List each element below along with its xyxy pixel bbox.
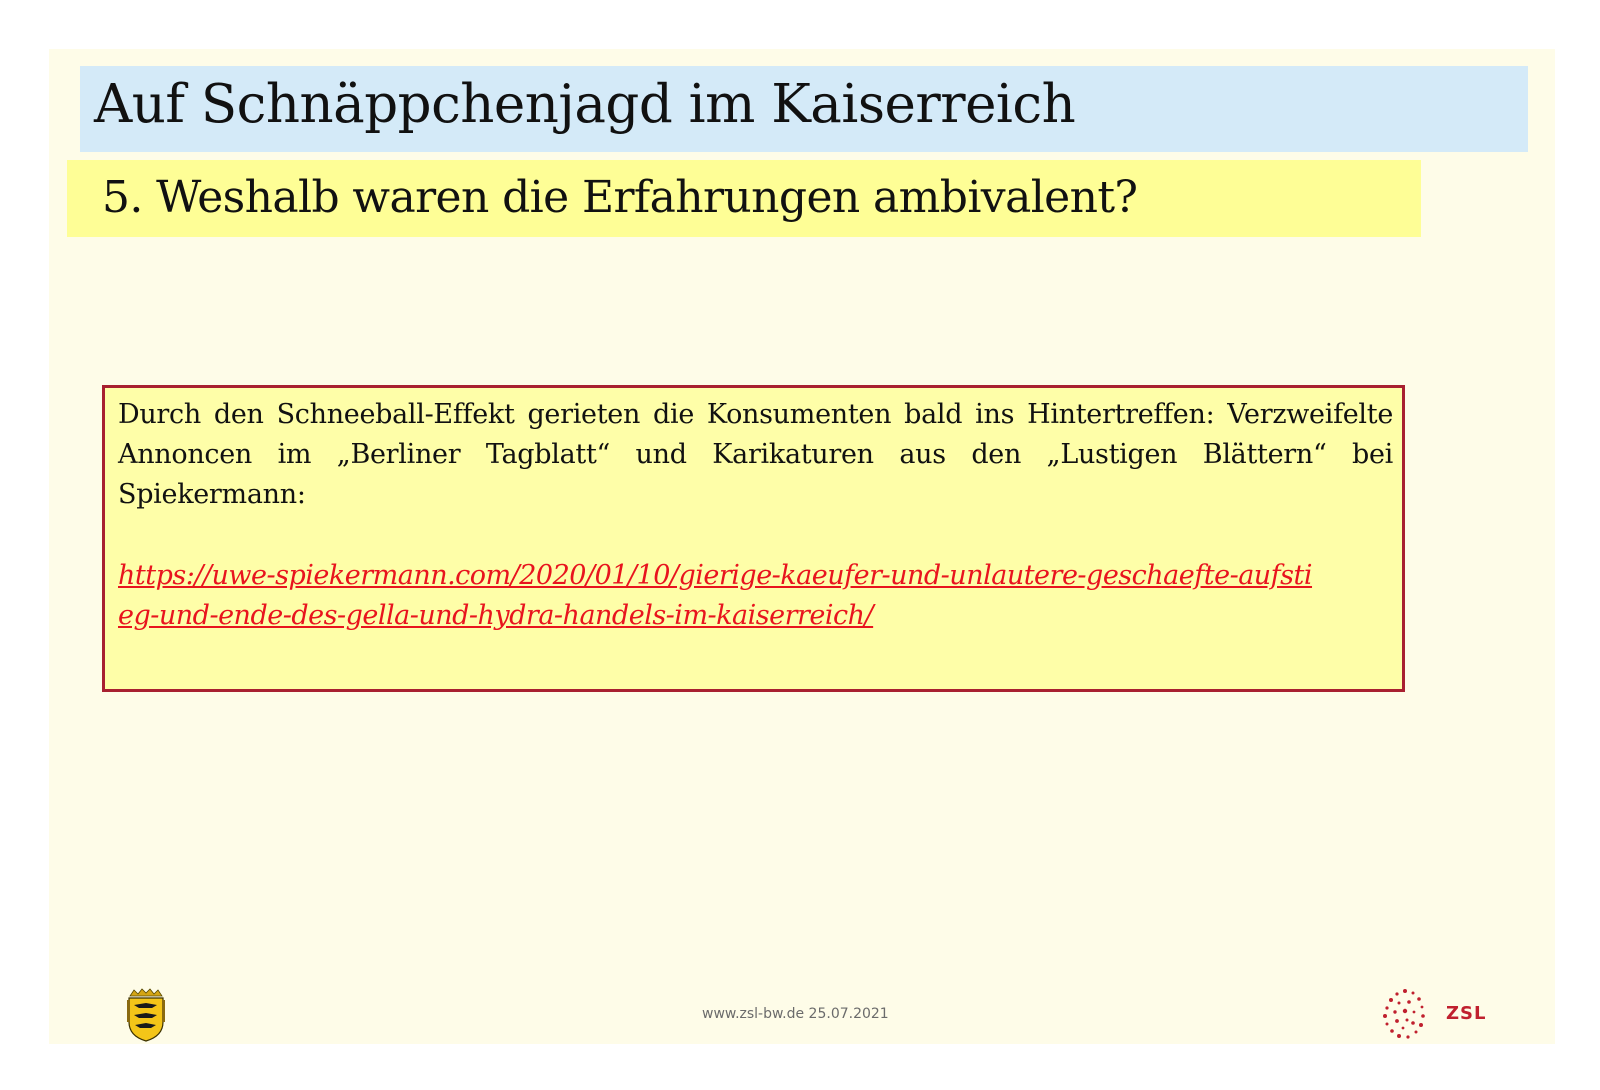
content-paragraph: Durch den Schneeball-Effekt gerieten die Konsumenten bald ins Hintertreffen: Verzweifelte Annoncen im „Berliner Tagblatt“ und Karikaturen aus den „Lustigen Blättern“ bei Spiekermann: — [118, 399, 1393, 510]
zsl-logo-text: ZSL — [1446, 1003, 1487, 1024]
slide-title: Auf Schnäppchenjagd im Kaiserreich — [94, 74, 1076, 135]
baden-wuerttemberg-crest-icon — [124, 988, 168, 1042]
footer-text: www.zsl-bw.de 25.07.2021 — [702, 1006, 889, 1022]
slide-subtitle: 5. Weshalb waren die Erfahrungen ambivalent? — [102, 172, 1138, 223]
source-link[interactable]: https://uwe-spiekermann.com/2020/01/10/gierige-kaeufer-und-unlautere-geschaefte-aufstieg-und-ende-des-gella-und-hydra-handels-im-kaiserreich/ — [118, 560, 1313, 631]
